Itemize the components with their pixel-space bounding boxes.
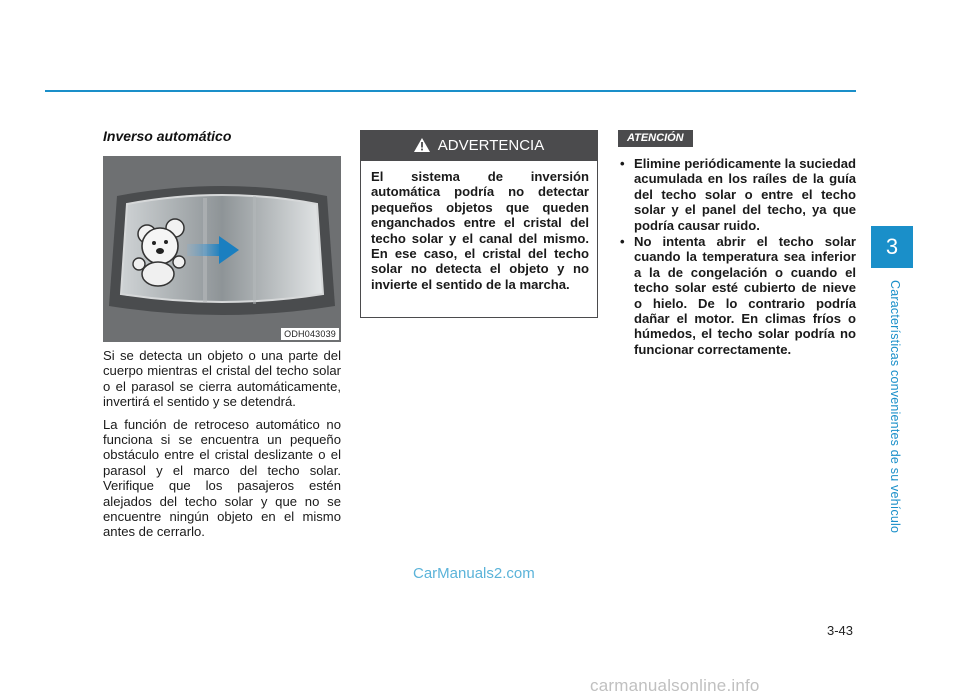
bullet-icon: •: [620, 156, 625, 171]
section-title: Inverso automático: [103, 128, 232, 144]
figure-code: ODH043039: [281, 328, 339, 340]
caution-item-text: Elimine periódicamente la suciedad acumulada en los raíles de la guía del techo solar o entre el techo solar y el panel del techo, ya que podría causar ruido.: [634, 156, 856, 233]
page-number: 3-43: [827, 623, 854, 638]
warning-body: El sistema de inversión automática podría no detectar pequeños objetos que queden enganchados entre el cristal del techo solar y el canal del mismo. En ese caso, el cristal del techo solar no detecta el objeto y no invierte el sentido de la marcha.: [360, 160, 598, 318]
bullet-icon: •: [620, 234, 625, 250]
warning-title: ADVERTENCIA: [437, 136, 545, 154]
header-rule: [45, 90, 856, 92]
body-paragraph: La función de retroceso automático no funciona si se encuentra un pequeño obstáculo entre el cristal deslizante o el parasol y el marco del techo solar. Verifique que los pasajeros estén alejados del techo solar y que no se encuentre ningún objeto en el mismo antes de cerrarlo.: [103, 416, 341, 540]
caution-tag: ATENCIÓN: [618, 130, 693, 147]
body-paragraph: Si se detecta un objeto o una parte del cuerpo mientras el cristal del techo solar o el parasol se cierra automáticamente, invertirá el sentido y se detendrá.: [103, 348, 341, 410]
footer-watermark: carmanualsonline.info: [590, 676, 760, 695]
warning-header: [360, 130, 598, 160]
chapter-side-title: Características convenientes de su vehículo: [888, 280, 902, 534]
watermark-link[interactable]: CarManuals2.com: [413, 565, 535, 582]
sunroof-drawing: [103, 156, 341, 342]
sunroof-illustration: [103, 156, 341, 342]
caution-list: [618, 156, 856, 358]
caution-item: [618, 156, 856, 233]
caution-item: [618, 234, 856, 357]
section-body: [103, 348, 341, 547]
chapter-number-tab: 3: [871, 226, 913, 268]
warning-triangle-icon: [414, 138, 430, 152]
caution-item-text: No intenta abrir el techo solar cuando la temperatura sea inferior a la de congelación o cuando el techo solar esté cubierto de nieve o hielo. De lo contrario podría dañar el motor. En climas fríos o húmedos, el techo solar podría no funcionar correctamente.: [634, 234, 856, 357]
